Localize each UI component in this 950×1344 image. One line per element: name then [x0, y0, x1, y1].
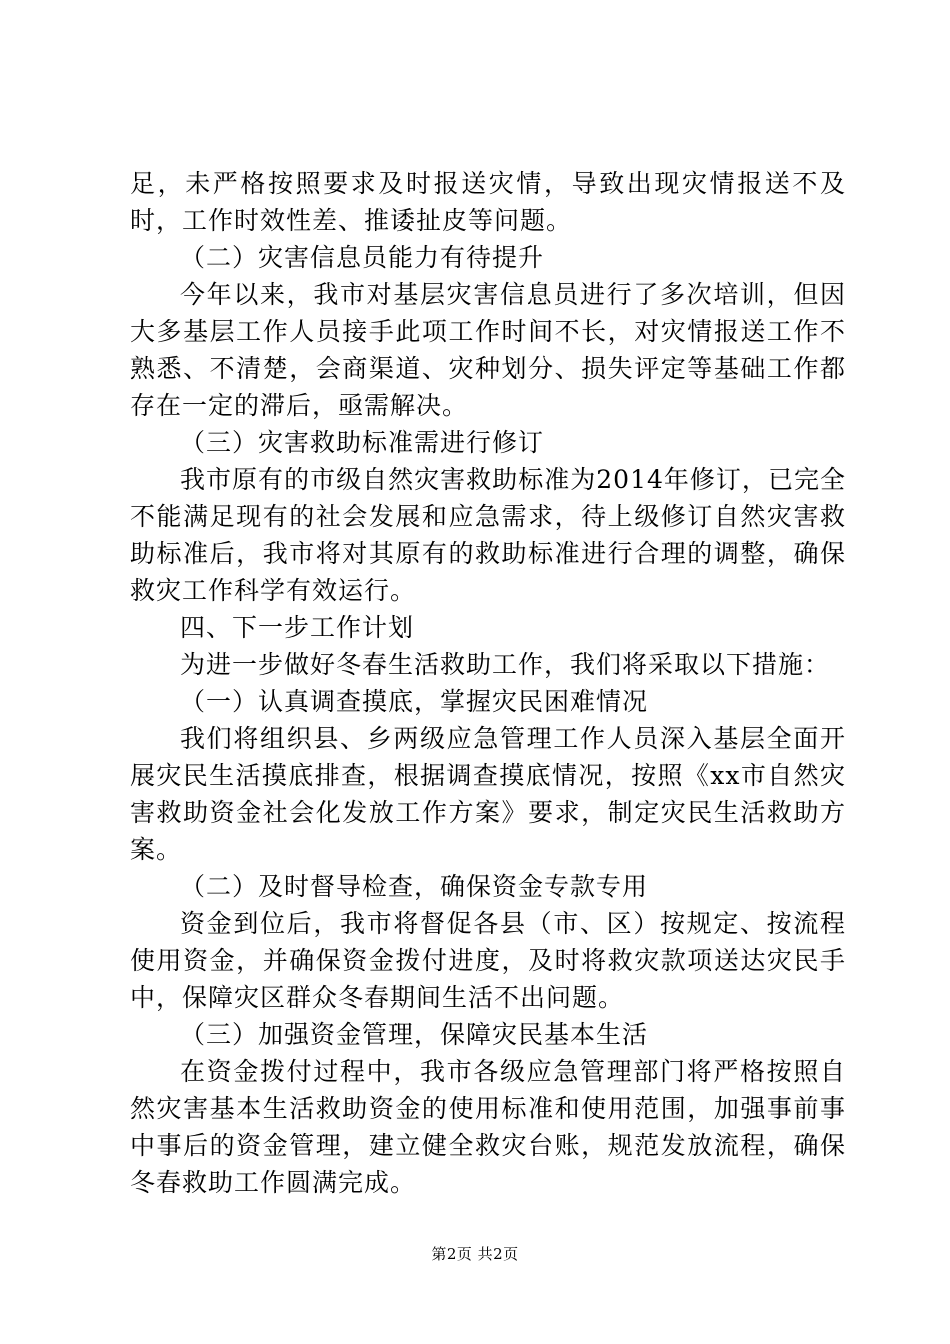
subheading-2: （二）灾害信息员能力有待提升 — [180, 243, 545, 272]
paragraph-plan-1: 我们将组织县、乡两级应急管理工作人员深入基层全面开展灾民生活摸底排查，根据调查摸底情况，按照《xx市自然灾害救助资金社会化发放工作方案》要求，制定灾民生活救助方案。 — [130, 724, 846, 864]
paragraph-continuation: 足，未严格按照要求及时报送灾情，导致出现灾情报送不及时，工作时效性差、推诿扯皮等问题。 — [130, 169, 846, 235]
subheading-plan-3: （三）加强资金管理，保障灾民基本生活 — [180, 1020, 649, 1049]
paragraph-measures-intro: 为进一步做好冬春生活救助工作，我们将采取以下措施： — [180, 650, 831, 679]
subheading-plan-2: （二）及时督导检查，确保资金专款专用 — [180, 872, 649, 901]
paragraph-plan-3: 在资金拨付过程中，我市各级应急管理部门将严格按照自然灾害基本生活救助资金的使用标准和使用范围，加强事前事中事后的资金管理，建立健全救灾台账，规范发放流程，确保冬春救助工作圆满完成。 — [130, 1057, 846, 1197]
page-footer: 第2页 共2页 — [431, 1245, 519, 1263]
section-heading-4: 四、下一步工作计划 — [180, 613, 415, 642]
paragraph-plan-2: 资金到位后，我市将督促各县（市、区）按规定、按流程使用资金，并确保资金拨付进度，及时将救灾款项送达灾民手中，保障灾区群众冬春期间生活不出问题。 — [130, 909, 846, 1012]
document-body — [130, 165, 846, 1201]
paragraph-info-officer: 今年以来，我市对基层灾害信息员进行了多次培训，但因大多基层工作人员接手此项工作时间不长，对灾情报送工作不熟悉、不清楚，会商渠道、灾种划分、损失评定等基础工作都存在一定的滞后，亟需解决。 — [130, 280, 846, 420]
paragraph-relief-standard: 我市原有的市级自然灾害救助标准为2014年修订，已完全不能满足现有的社会发展和应急需求，待上级修订自然灾害救助标准后，我市将对其原有的救助标准进行合理的调整，确保救灾工作科学有效运行。 — [130, 465, 846, 605]
subheading-3: （三）灾害救助标准需进行修订 — [180, 428, 545, 457]
subheading-plan-1: （一）认真调查摸底，掌握灾民困难情况 — [180, 687, 649, 716]
